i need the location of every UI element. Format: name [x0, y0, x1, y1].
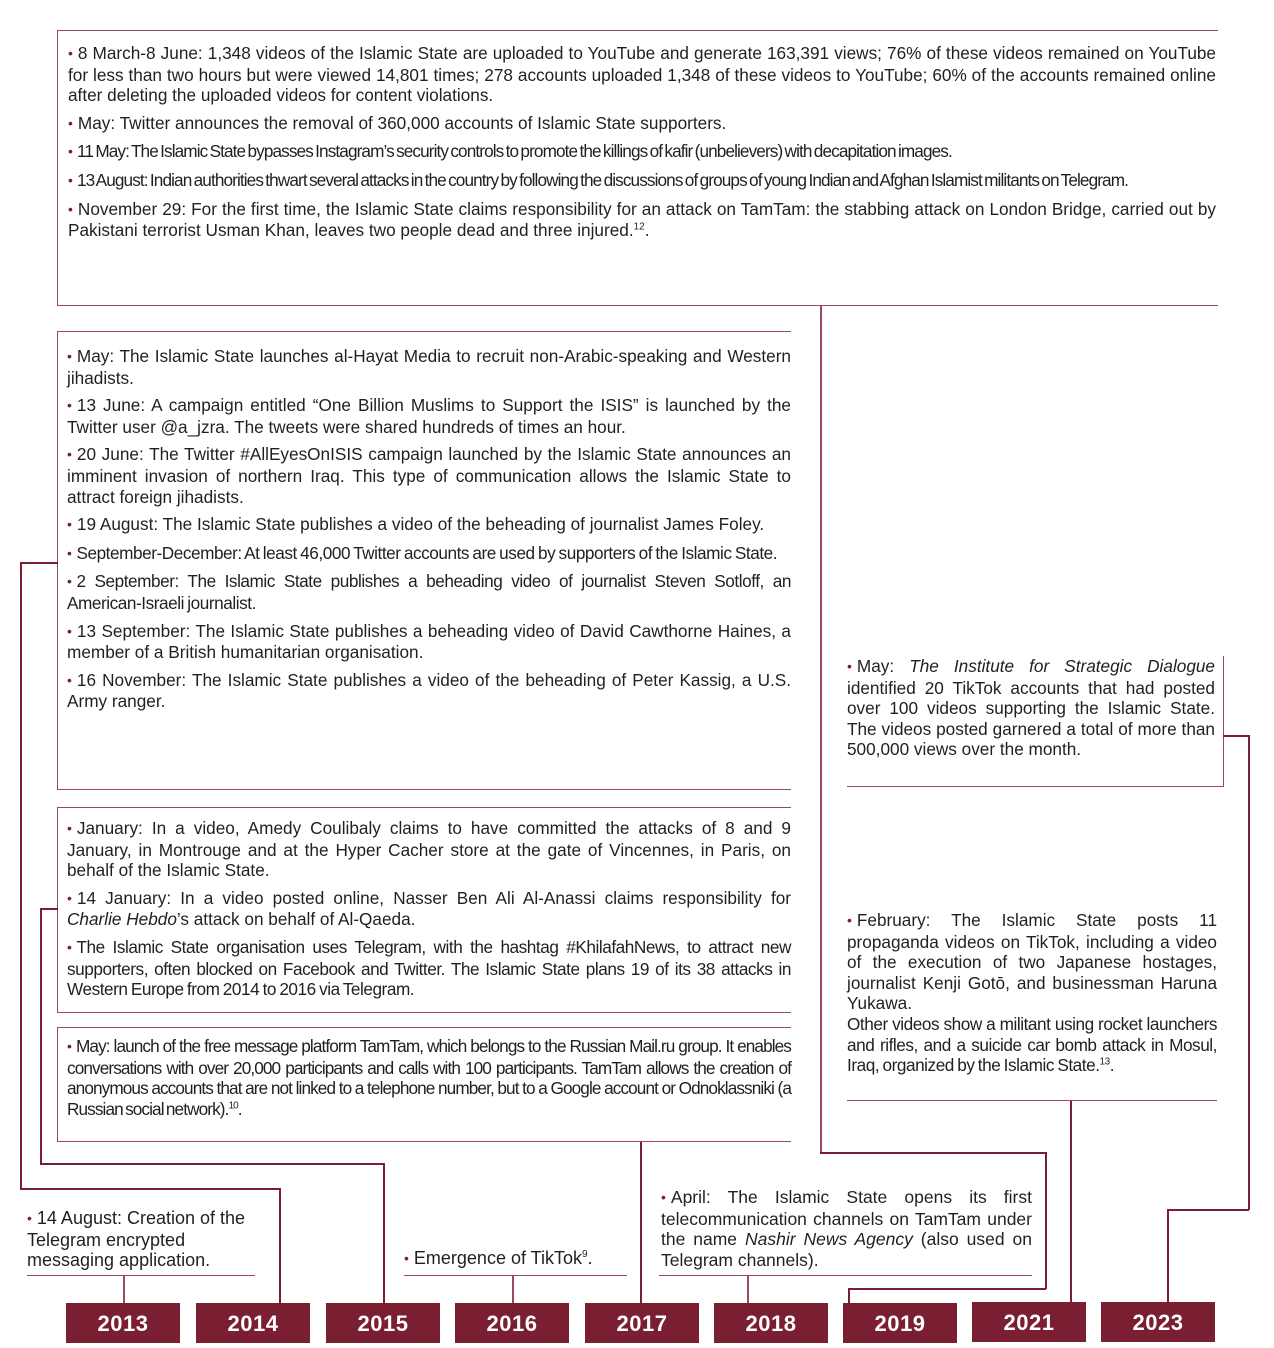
event-item: • November 29: For the first time, the Islamic State claims responsibility for an attack on TamTam: the stabbing attack on London Bridge, carried out by Pakistani terrorist Usman Khan, leaves two people dead and three injured.$^{12}$.: [68, 198, 1216, 241]
year-2015: 2015: [326, 1303, 440, 1343]
event-item: • 13 June: A campaign entitled “One Billion Muslims to Support the ISIS” is launched by the Twitter user @a_jzra. The tweets were shared hundreds of times an hour.: [67, 395, 791, 437]
bullet-icon: •: [67, 671, 72, 688]
event-item: • 13 August: Indian authorities thwart several attacks in the country by following the discussions of groups of young Indian and Afghan Islamist militants on Telegram.: [68, 169, 1128, 190]
events-2013-box: [27, 1208, 255, 1276]
connector-2014: [20, 562, 58, 564]
bullet-icon: •: [661, 1189, 666, 1205]
event-item: • 14 August: Creation of the Telegram encrypted messaging application.: [27, 1208, 246, 1271]
year-2021: 2021: [972, 1302, 1086, 1342]
year-2013: 2013: [66, 1303, 180, 1343]
connector-2014: [279, 1188, 281, 1303]
connector-2013: [123, 1276, 125, 1303]
bullet-icon: •: [67, 397, 72, 414]
bullet-icon: •: [67, 938, 72, 955]
event-item: • The Islamic State organisation uses Telegram, with the hashtag #KhilafahNews, to attract new supporters, often blocked on Facebook and Twitter. The Islamic State plans 19 of its 38 attacks in Western Europe from 2014 to 2016 via Telegram.: [67, 936, 791, 1000]
connector-2016: [512, 1276, 514, 1303]
connector-2019: [1045, 1152, 1047, 1289]
connector-2014: [20, 1188, 280, 1190]
event-item: Other videos show a militant using rocket launchers and rifles, and a suicide car bomb attack in Mosul, Iraq, organized by the Islamic State.$^{13}$.: [847, 1013, 1217, 1076]
bullet-icon: •: [67, 1038, 72, 1054]
footnote-ref: 9: [581, 1249, 588, 1260]
connector-2015: [383, 1163, 385, 1303]
bullet-icon: •: [68, 114, 73, 131]
event-item: • 11 May: The Islamic State bypasses Instagram’s security controls to promote the killings of kafir (unbelievers) with decapitation images.: [68, 141, 952, 162]
bullet-icon: •: [67, 889, 72, 906]
events-2019-box: [57, 30, 1218, 306]
bullet-icon: •: [27, 1210, 32, 1226]
year-2019: 2019: [843, 1303, 957, 1343]
events-2015-box: [57, 807, 791, 1013]
year-2014: 2014: [196, 1303, 310, 1343]
event-item: • May: launch of the free message platform TamTam, which belongs to the Russian Mail.ru group. It enables conversations with over 20,000 participants and calls with 100 participants. TamTam allows the creation of anonymous accounts that are not linked to a telephone number, but to a Google account or Odnoklassniki (a Russian social network).$^{10}$.: [67, 1036, 791, 1119]
event-item: • 19 August: The Islamic State publishes a video of the beheading of journalist James Foley.: [67, 514, 765, 535]
bullet-icon: •: [67, 446, 72, 463]
events-2017-box: [57, 1027, 791, 1142]
event-item: • 13 September: The Islamic State publishes a beheading video of David Cawthorne Haines, a member of a British humanitarian organisation.: [67, 620, 791, 663]
connector-2023: [1167, 1209, 1169, 1303]
connector-2019: [820, 306, 822, 1153]
bullet-icon: •: [68, 171, 73, 188]
events-2021-box: [847, 910, 1217, 1101]
bullet-icon: •: [68, 143, 73, 160]
events-2016-box: [404, 1248, 627, 1276]
connector-2019: [820, 1152, 1046, 1154]
event-item: • Emergence of TikTok$^9$.: [404, 1248, 593, 1268]
bullet-icon: •: [847, 658, 852, 674]
event-item: • May: The Institute for Strategic Dialogue identified 20 TikTok accounts that had posted over 100 videos supporting the Islamic State. The videos posted garnered a total of more than 500,000 views over the month.: [847, 656, 1215, 760]
bullet-icon: •: [67, 544, 72, 561]
connector-2014: [20, 562, 22, 1189]
year-2017: 2017: [585, 1303, 699, 1343]
year-2016: 2016: [455, 1303, 569, 1343]
event-item: • April: The Islamic State opens its first telecommunication channels on TamTam under the name Nashir News Agency (also used on Telegram channels).: [661, 1187, 1032, 1270]
connector-2019: [848, 1288, 1046, 1290]
footnote-ref: 13: [1099, 1056, 1110, 1068]
event-item: • September-December: At least 46,000 Twitter accounts are used by supporters of the Islamic State.: [67, 542, 778, 563]
event-item: • February: The Islamic State posts 11 propaganda videos on TikTok, including a video of the execution of two Japanese hostages, journalist Kenji Gotō, and businessman Haruna Yukawa.: [847, 910, 1217, 1014]
connector-2021: [1070, 1101, 1072, 1303]
events-2014-box: [57, 331, 791, 790]
year-2023: 2023: [1101, 1302, 1215, 1342]
year-2018: 2018: [714, 1303, 828, 1343]
connector-2018: [747, 1276, 749, 1303]
event-item: • May: The Islamic State launches al-Hayat Media to recruit non-Arabic-speaking and Western jihadists.: [67, 346, 791, 388]
event-item: • 14 January: In a video posted online, Nasser Ben Ali Al-Anassi claims responsibility for Charlie Hebdo’s attack on behalf of Al-Qaeda.: [67, 887, 791, 930]
event-item: • May: Twitter announces the removal of 360,000 accounts of Islamic State supporters.: [68, 112, 727, 133]
connector-2017: [640, 1142, 642, 1303]
event-item: • 20 June: The Twitter #AllEyesOnISIS campaign launched by the Islamic State announces an imminent invasion of northern Iraq. This type of communication allows the Islamic State to attract foreign jihadists.: [67, 444, 791, 507]
connector-2023: [1223, 735, 1249, 737]
connector-2015: [40, 1163, 384, 1165]
event-item: • 2 September: The Islamic State publishes a beheading video of journalist Steven Sotloff, an American-Israeli journalist.: [67, 571, 791, 613]
event-item: • January: In a video, Amedy Coulibaly claims to have committed the attacks of 8 and 9 January, in Montrouge and at the Hyper Cacher store at the gate of Vincennes, in Paris, on behalf of the Islamic State.: [67, 818, 791, 881]
connector-2015: [40, 908, 42, 1164]
event-item: • 8 March-8 June: 1,348 videos of the Islamic State are uploaded to YouTube and generate 163,391 views; 76% of these videos remained on YouTube for less than two hours but were viewed 14,801 times; 278 accounts uploaded 1,348 of these videos to YouTube; 60% of the accounts remained online after deleting the uploaded videos for content violations.: [68, 43, 1216, 106]
bullet-icon: •: [67, 820, 72, 836]
bullet-icon: •: [67, 516, 72, 533]
bullet-icon: •: [67, 622, 72, 639]
connector-2019: [848, 1288, 850, 1303]
connector-2023: [1248, 735, 1250, 1210]
bullet-icon: •: [68, 45, 73, 61]
bullet-icon: •: [404, 1250, 409, 1266]
bullet-icon: •: [67, 348, 72, 364]
bullet-icon: •: [847, 912, 852, 928]
events-2023-box: [847, 656, 1224, 787]
bullet-icon: •: [67, 573, 72, 590]
connector-2023: [1167, 1209, 1249, 1211]
footnote-ref: 12: [633, 221, 645, 233]
event-item: • 16 November: The Islamic State publishes a video of the beheading of Peter Kassig, a U.S. Army ranger.: [67, 669, 791, 712]
connector-2015: [40, 908, 58, 910]
events-2018-box: [659, 1187, 1032, 1276]
bullet-icon: •: [68, 200, 73, 217]
footnote-ref: 10: [228, 1100, 238, 1112]
